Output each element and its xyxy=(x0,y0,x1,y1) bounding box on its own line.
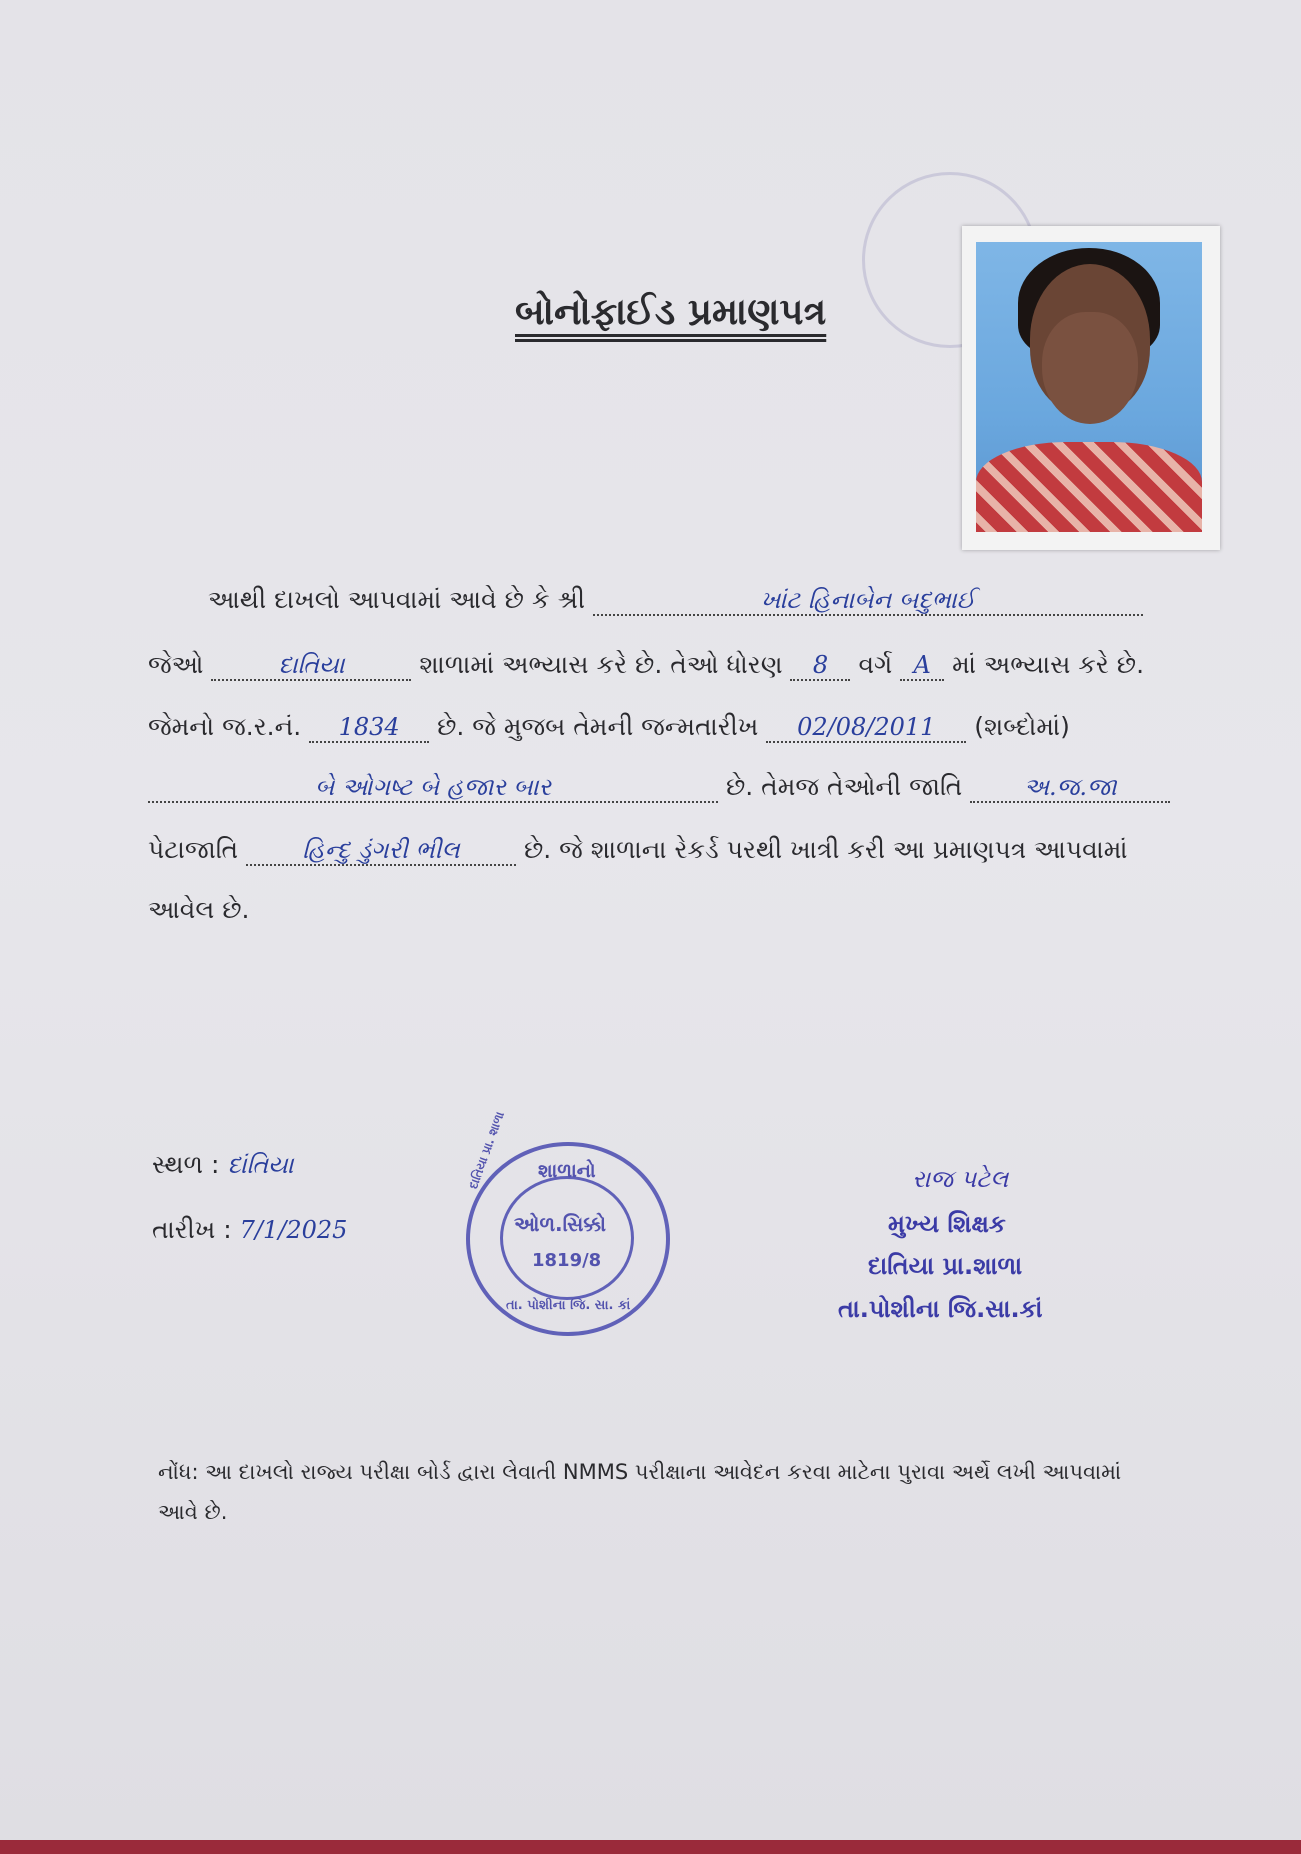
stamp-ring-text: દાતિયા પ્રા. શાળા xyxy=(466,1109,507,1191)
line4-mid: છે. તેમજ તેઓની જાતિ xyxy=(725,772,963,801)
body-line-1 xyxy=(208,585,1283,616)
line3-prefix: જેમનો જ.ર.નં. xyxy=(148,712,302,741)
division-field xyxy=(900,650,944,681)
certificate-title: બોનોફાઈડ પ્રમાણપત્ર xyxy=(515,290,827,333)
body-line-6: આવેલ છે. xyxy=(148,895,250,924)
body-line-4 xyxy=(148,772,1223,803)
line5-suffix: છે. જે શાળાના રેકર્ડ પરથી ખાત્રી કરી આ પ્રમાણપત્ર આપવામાં xyxy=(523,835,1128,864)
line2-mid: શાળામાં અભ્યાસ કરે છે. તેઓ ધોરણ xyxy=(419,650,783,679)
caste-field xyxy=(970,772,1170,803)
date-value: 7/1/2025 xyxy=(239,1216,348,1244)
caste-value: અ.જ.જા xyxy=(1023,773,1117,801)
body-line-3 xyxy=(148,712,1223,743)
place-value: દાંતિયા xyxy=(227,1151,294,1179)
signature-address: તા.પોશીના જિ.સા.કાં xyxy=(838,1295,1043,1323)
birth-date-field xyxy=(766,712,966,743)
register-no: 1834 xyxy=(338,713,400,741)
place-row xyxy=(152,1150,294,1180)
birth-date-words: બે ઓગષ્ટ બે હજાર બાર xyxy=(315,773,551,801)
sub-caste: હિન્દુ ડુંગરી ભીલ xyxy=(302,836,460,864)
stamp-number: 1819/8 xyxy=(532,1250,602,1271)
student-photo-frame xyxy=(962,226,1220,550)
school-seal-stamp xyxy=(466,1109,670,1336)
stamp-inner-ring xyxy=(500,1176,634,1300)
division-value: A xyxy=(913,651,931,679)
school-name: દાતિયા xyxy=(278,651,345,679)
signature-designation: મુખ્ય શિક્ષક xyxy=(888,1210,1006,1238)
standard-value: 8 xyxy=(812,651,829,679)
standard-field xyxy=(790,650,850,681)
bottom-edge-strip xyxy=(0,1840,1301,1854)
footer-note: નોંધ: આ દાખલો રાજ્ય પરીક્ષા બોર્ડ દ્વારા લેવાતી NMMS પરીક્ષાના આવેદન કરવા માટેના પુરાવા અર્થે લખી આપવામાં આવે છે. xyxy=(158,1460,1122,1524)
student-name-field xyxy=(593,585,1143,616)
student-name: ખાંટ હિનાબેન બદુભાઈ xyxy=(760,586,976,614)
body-line-2 xyxy=(148,650,1223,681)
date-row xyxy=(152,1215,347,1245)
line2-mid2: વર્ગ xyxy=(858,650,893,679)
line2-suffix: માં અભ્યાસ કરે છે. xyxy=(952,650,1145,679)
sub-caste-field xyxy=(246,835,516,866)
school-field xyxy=(211,650,411,681)
stamp-top-text: શાળાનો xyxy=(538,1160,596,1182)
line3-mid: છે. જે મુજબ તેમની જન્મતારીખ xyxy=(437,712,759,741)
handwritten-signature: રાજ પટેલ xyxy=(912,1165,1009,1193)
register-no-field xyxy=(309,712,429,743)
photo-face xyxy=(1042,312,1138,424)
birth-date-words-field xyxy=(148,772,718,803)
date-label: તારીખ : xyxy=(152,1215,232,1244)
stamp-middle-text: ઓળ.સિક્કો xyxy=(514,1212,606,1236)
birth-date: 02/08/2011 xyxy=(797,713,936,741)
stamp-bottom-text: તા. પોશીના જિ. સા. કાં xyxy=(506,1298,631,1313)
body-line-5 xyxy=(148,835,1223,866)
line3-suffix: (શબ્દોમાં) xyxy=(974,712,1070,741)
line5-prefix: પેટાજાતિ xyxy=(148,835,239,864)
photo-garment xyxy=(976,442,1202,532)
student-photo xyxy=(976,242,1202,532)
line2-prefix: જેઓ xyxy=(148,650,204,679)
place-label: સ્થળ : xyxy=(152,1150,220,1179)
line1-prefix: આથી દાખલો આપવામાં આવે છે કે શ્રી xyxy=(208,585,585,614)
signature-school: દાતિયા પ્રા.શાળા xyxy=(868,1252,1023,1280)
